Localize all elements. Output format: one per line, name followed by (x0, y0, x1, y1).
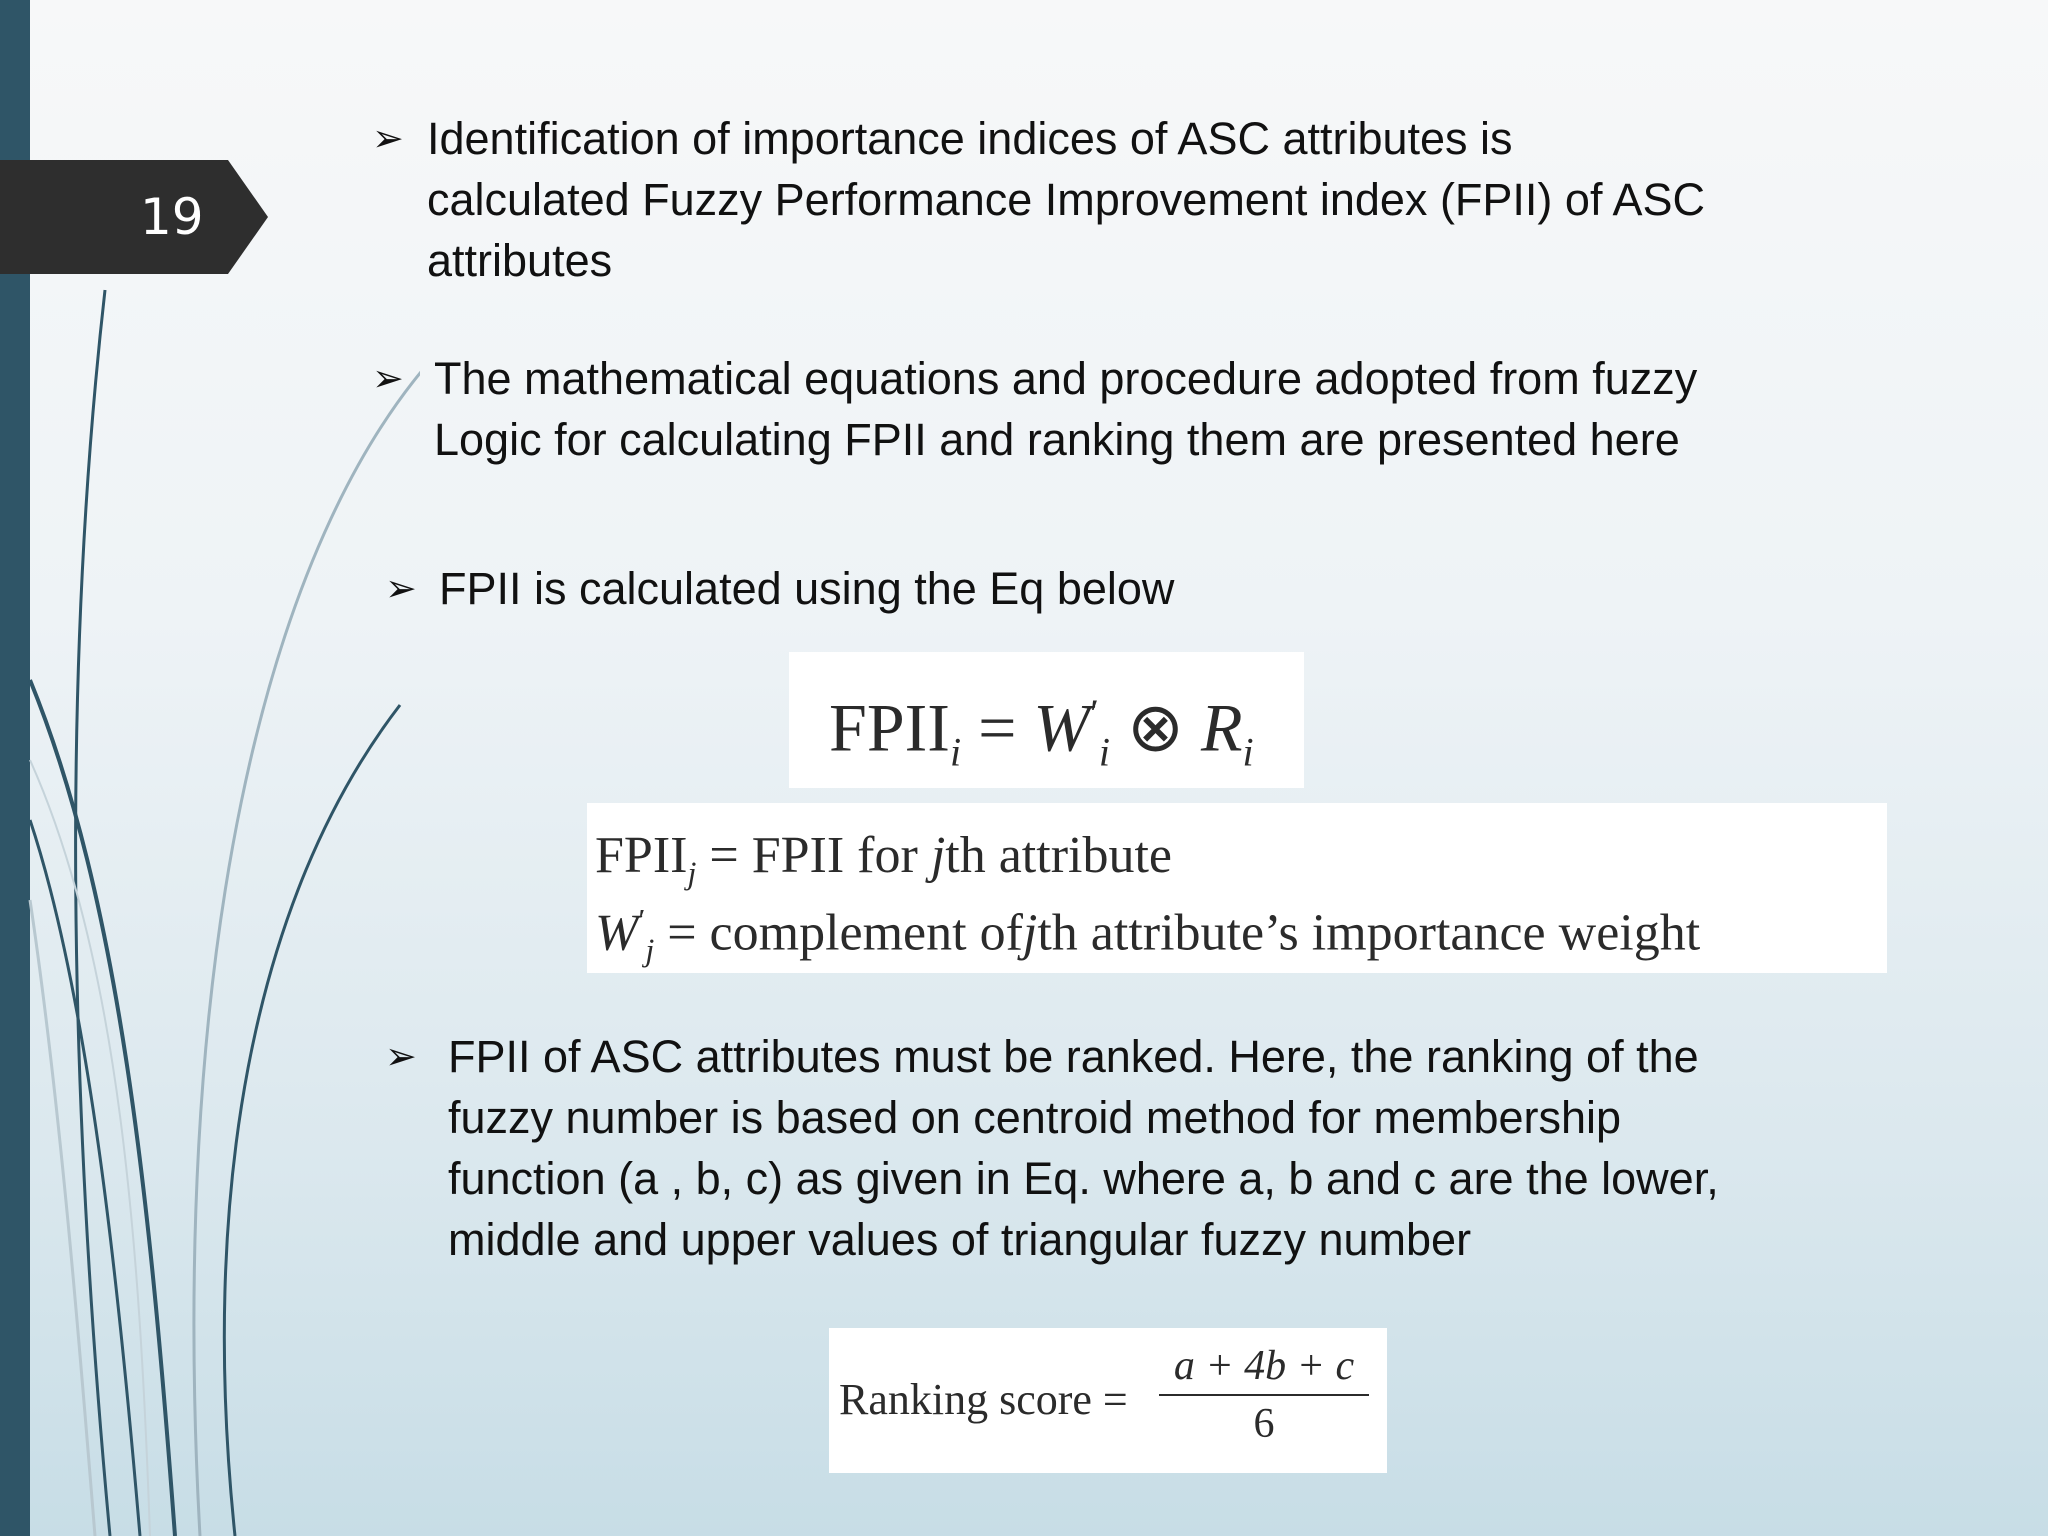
page-number-tag (0, 160, 268, 274)
bullet-arrow-icon: ➢ (385, 1034, 417, 1078)
bullet-line: Identification of importance indices of ASC attributes is (427, 113, 1513, 164)
bullet-line: attributes (427, 235, 613, 286)
bullet-line: Logic for calculating FPII and ranking them are presented here (434, 414, 1680, 465)
fraction-bar (1159, 1394, 1369, 1396)
def-sub: j (645, 931, 655, 968)
def-j: j (1022, 904, 1038, 962)
eq-sub: i (1098, 729, 1110, 775)
eq-w: W (1033, 689, 1091, 766)
bullet-fpii-calculated (439, 558, 1174, 619)
bullet-mathematical-equations (434, 348, 1697, 470)
eq-otimes: ⊗ (1126, 689, 1184, 766)
fraction-numerator: a + 4b + c (1173, 1343, 1355, 1389)
bullet-arrow-icon: ➢ (372, 116, 404, 160)
bullet-line: FPII of ASC attributes must be ranked. Here, the ranking of the (448, 1031, 1699, 1082)
definition-line-2 (595, 889, 1700, 981)
bullet-line: fuzzy number is based on centroid method for membership (448, 1092, 1622, 1143)
def-sub: j (687, 854, 697, 891)
page-number: 19 (140, 188, 204, 246)
eq-sub: i (1242, 729, 1254, 775)
eq-sub: i (949, 729, 962, 775)
bullet-line: calculated Fuzzy Performance Improvement index (FPII) of ASC (427, 174, 1705, 225)
eq-equals: = (978, 689, 1017, 766)
bullet-line: middle and upper values of triangular fuzzy number (448, 1214, 1472, 1265)
def-text: = complement of (654, 904, 1023, 962)
eq-fpii-lhs: FPII (829, 689, 950, 766)
bullet-identification (427, 108, 1705, 291)
bullet-arrow-icon: ➢ (385, 566, 417, 610)
def-text: = FPII for (696, 827, 931, 884)
bullet-line: function (a , b, c) as given in Eq. where a, b and c are the lower, (448, 1153, 1719, 1204)
eq-prime: ′ (1090, 691, 1099, 736)
fraction-denominator: 6 (1253, 1401, 1275, 1447)
fpii-equation-image (789, 652, 1304, 788)
ranking-score-equation-image (829, 1328, 1387, 1473)
ranking-score-label: Ranking score = (839, 1375, 1128, 1424)
bullet-fpii-ranked (448, 1026, 1719, 1270)
eq-r: R (1200, 689, 1243, 766)
bullet-line: FPII is calculated using the Eq below (439, 563, 1175, 614)
def-text: th attribute (945, 827, 1172, 884)
bullet-line: The mathematical equations and procedure adopted from fuzzy (434, 353, 1698, 404)
def-j: j (930, 827, 946, 884)
fpii-definitions-image (587, 803, 1887, 973)
def-prime: ′ (638, 902, 646, 938)
def-w: W (595, 904, 639, 962)
ranking-fraction (1159, 1340, 1369, 1450)
def-text: FPII (595, 827, 688, 884)
bullet-arrow-icon: ➢ (372, 356, 404, 400)
def-text: th attribute’s importance weight (1037, 904, 1701, 962)
